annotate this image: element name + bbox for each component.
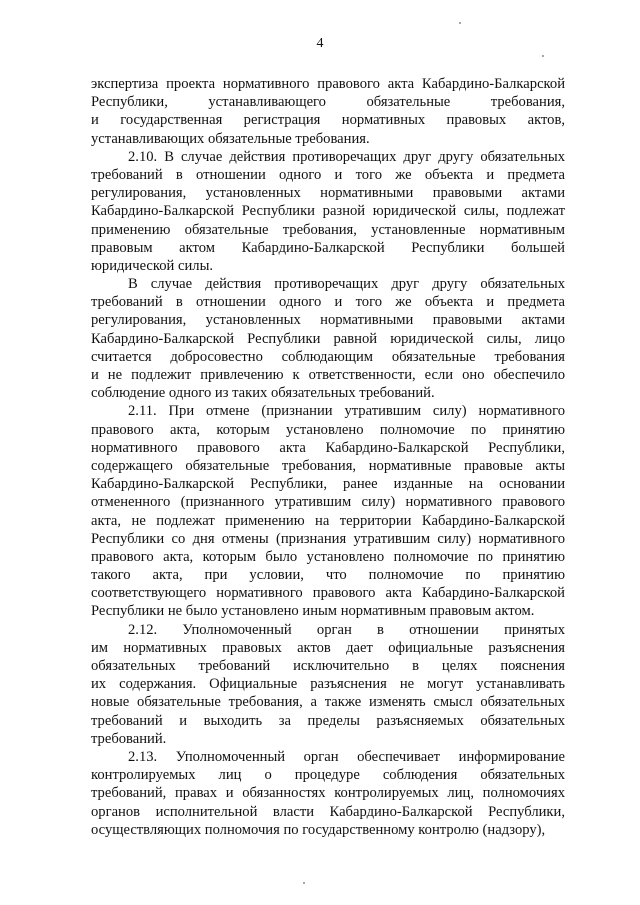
text-line: правового акта, которым было установлено полномочие по принятию bbox=[91, 548, 565, 565]
text-line: Республики, устанавливающего обязательные требования, bbox=[91, 94, 565, 111]
text-line: 2.10. В случае действия противоречащих друг другу обязательных bbox=[128, 148, 565, 165]
paragraph bbox=[91, 75, 565, 148]
paragraph bbox=[91, 148, 565, 275]
text-line: им нормативных правовых актов дает официальные разъяснения bbox=[91, 639, 565, 656]
text-line: В случае действия противоречащих друг другу обязательных bbox=[128, 276, 565, 293]
text-line: регулирования, установленных нормативными правовыми актами bbox=[91, 185, 565, 202]
text-line: 2.11. При отмене (признании утратившим силу) нормативного bbox=[128, 403, 565, 420]
paragraph bbox=[91, 402, 565, 620]
text-line: требований в отношении одного и того же объекта и предмета bbox=[91, 294, 565, 311]
text-line: применению обязательные требования, установленные нормативным bbox=[91, 221, 565, 238]
scan-speck bbox=[542, 55, 544, 57]
text-line: новые обязательные требования, а также изменять смысл обязательных bbox=[91, 694, 565, 711]
text-line: требований, правах и обязанностях контролируемых лиц, полномочиях bbox=[91, 785, 565, 802]
text-line: правовым актом Кабардино-Балкарской Республики большей bbox=[91, 239, 565, 256]
text-line: Кабардино-Балкарской Республики, ранее изданные на основании bbox=[91, 476, 565, 493]
text-line: их содержания. Официальные разъяснения не могут устанавливать bbox=[91, 676, 565, 693]
scan-speck bbox=[459, 22, 461, 24]
text-line: регулирования, установленных нормативными правовыми актами bbox=[91, 312, 565, 329]
text-line: Республики не было установлено иным нормативным правовым актом. bbox=[91, 603, 535, 620]
text-line: 2.13. Уполномоченный орган обеспечивает информирование bbox=[128, 748, 565, 765]
text-line: и государственная регистрация нормативных правовых актов, bbox=[91, 112, 565, 129]
text-line: юридической силы. bbox=[91, 257, 214, 274]
text-line: отмененного (признанного утратившим силу) нормативного правового bbox=[91, 494, 565, 511]
text-line: правового акта, которым установлено полномочие по принятию bbox=[91, 421, 565, 438]
text-line: экспертиза проекта нормативного правового акта Кабардино-Балкарской bbox=[91, 76, 565, 92]
text-line: акта, не подлежат применению на территории Кабардино-Балкарской bbox=[91, 512, 565, 529]
paragraph bbox=[91, 275, 565, 402]
text-line: обязательных требований исключительно в целях пояснения bbox=[91, 658, 565, 674]
text-line: Республики со дня отмены (признания утратившим силу) нормативного bbox=[91, 530, 565, 547]
text-line: соответствующего нормативного правового акта Кабардино-Балкарской bbox=[91, 585, 565, 602]
text-line: 2.12. Уполномоченный орган в отношении принятых bbox=[128, 621, 565, 638]
text-line: соблюдение одного из таких обязательных требований. bbox=[91, 385, 435, 402]
text-line: органов исполнительной власти Кабардино-Балкарской Республики, bbox=[91, 803, 565, 820]
text-line: требований и выходить за пределы разъясняемых обязательных bbox=[91, 712, 565, 729]
text-line: Кабардино-Балкарской Республики равной юридической силы, лицо bbox=[91, 330, 565, 347]
text-line: осуществляющих полномочия по государственному контролю (надзору), bbox=[91, 821, 546, 838]
paragraph bbox=[91, 621, 565, 748]
paragraph bbox=[91, 748, 565, 839]
text-line: требований в отношении одного и того же объекта и предмета bbox=[91, 166, 565, 183]
text-line: и не подлежит привлечению к ответственности, если оно обеспечило bbox=[91, 367, 565, 383]
text-line: Кабардино-Балкарской Республики разной юридической силы, подлежат bbox=[91, 203, 565, 220]
text-line: нормативного правового акта Кабардино-Балкарской Республики, bbox=[91, 439, 565, 456]
text-line: содержащего обязательные требования, нормативные правовые акты bbox=[91, 457, 565, 474]
text-line: считается добросовестно соблюдающим обязательные требования bbox=[91, 348, 565, 365]
page-number: 4 bbox=[316, 36, 324, 51]
document-body bbox=[91, 75, 565, 839]
text-line: контролируемых лиц о процедуре соблюдения обязательных bbox=[91, 767, 565, 784]
text-line: такого акта, при условии, что полномочие по принятию bbox=[91, 567, 565, 584]
scan-speck bbox=[303, 882, 305, 884]
text-line: устанавливающих обязательные требования. bbox=[91, 130, 370, 147]
text-line: требований. bbox=[91, 730, 167, 747]
